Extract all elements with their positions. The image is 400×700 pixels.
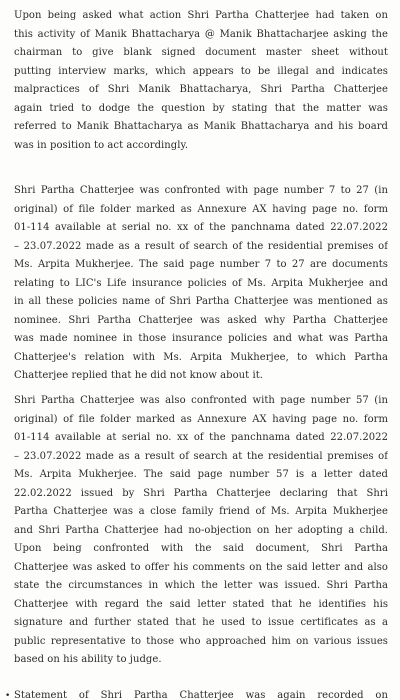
text-line: Chatterjee was asked to offer his comments on the said letter and also (14, 561, 388, 573)
text-line: relating to LIC's Life insurance policies of Ms. Arpita Mukherjee and (14, 277, 388, 289)
paragraph-3 (14, 392, 388, 670)
text-line: was in position to act accordingly. (14, 139, 189, 151)
text-line: and Shri Partha Chatterjee had no-objection on her adopting a child. (14, 524, 388, 536)
text-line: original) of file folder marked as Annexure AX having page no. form (14, 203, 388, 215)
text-line: Chatterjee with regard the said letter stated that he identifies his (14, 598, 388, 610)
text-line: public representative to those who approached him on various issues (14, 635, 388, 647)
text-line: Partha Chatterjee was a close family friend of Ms. Arpita Mukherjee (14, 506, 388, 517)
paragraph-4 (5, 687, 388, 700)
text-line: based on his ability to judge. (14, 654, 162, 665)
text-line: chairman to give blank signed document master sheet without (14, 47, 388, 58)
text-line: Ms. Arpita Mukherjee. The said page number 57 is a letter dated (14, 469, 388, 480)
text-line: again tried to dodge the question by stating that the matter was (14, 102, 388, 114)
text-line: state the circumstances in which the letter was issued. Shri Partha (14, 580, 388, 591)
text-line: Chatterjee replied that he did not know about it. (14, 370, 264, 381)
text-line: this activity of Manik Bhattacharya @ Manik Bhattacharjee asking the (14, 28, 388, 40)
text-line: 01-114 available at serial no. xx of the panchnama dated 22.07.2022 (14, 432, 388, 443)
text-line: Ms. Arpita Mukherjee. The said page number 7 to 27 are documents (14, 259, 388, 270)
paragraph-2 (14, 182, 388, 386)
text-line: signature and further stated that he used to issue certificates as a (14, 617, 388, 628)
text-line: 01-114 available at serial no. xx of the panchnama dated 22.07.2022 (14, 222, 388, 233)
bullet-marker: • (5, 691, 11, 700)
paragraph-1 (14, 7, 388, 155)
text-line: was made nominee in those insurance policies and what was Partha (14, 333, 388, 344)
text-line: Upon being confronted with the said document, Shri Partha (14, 543, 388, 554)
text-line: original) of file folder marked as Annexure AX having page no. form (14, 413, 388, 425)
text-line: referred to Manik Bhattacharya as Manik Bhattacharya and his board (14, 121, 388, 132)
text-line: Upon being asked what action Shri Partha Chatterjee had taken on (14, 10, 388, 21)
text-line: – 23.07.2022 made as a result of search at the residential premises of (14, 450, 388, 462)
text-line: Shri Partha Chatterjee was confronted with page number 7 to 27 (in (14, 185, 388, 196)
text-line: Chatterjee's relation with Ms. Arpita Mukherjee, to which Partha (14, 351, 388, 363)
text-line: Shri Partha Chatterjee was also confronted with page number 57 (in (14, 395, 388, 406)
text-line: Statement of Shri Partha Chatterjee was again recorded on (14, 690, 388, 700)
text-line: – 23.07.2022 made as a result of search of the residential premises of (14, 240, 388, 252)
text-line: nominee. Shri Partha Chatterjee was asked why Partha Chatterjee (14, 314, 388, 326)
text-line: malpractices of Shri Manik Bhattacharya, Shri Partha Chatterjee (14, 84, 388, 95)
text-line: putting interview marks, which appears to be illegal and indicates (14, 65, 388, 77)
text-line: in all these policies name of Shri Partha Chatterjee was mentioned as (14, 296, 388, 307)
text-line: 22.02.2022 issued by Shri Partha Chatterjee declaring that Shri (14, 487, 388, 499)
